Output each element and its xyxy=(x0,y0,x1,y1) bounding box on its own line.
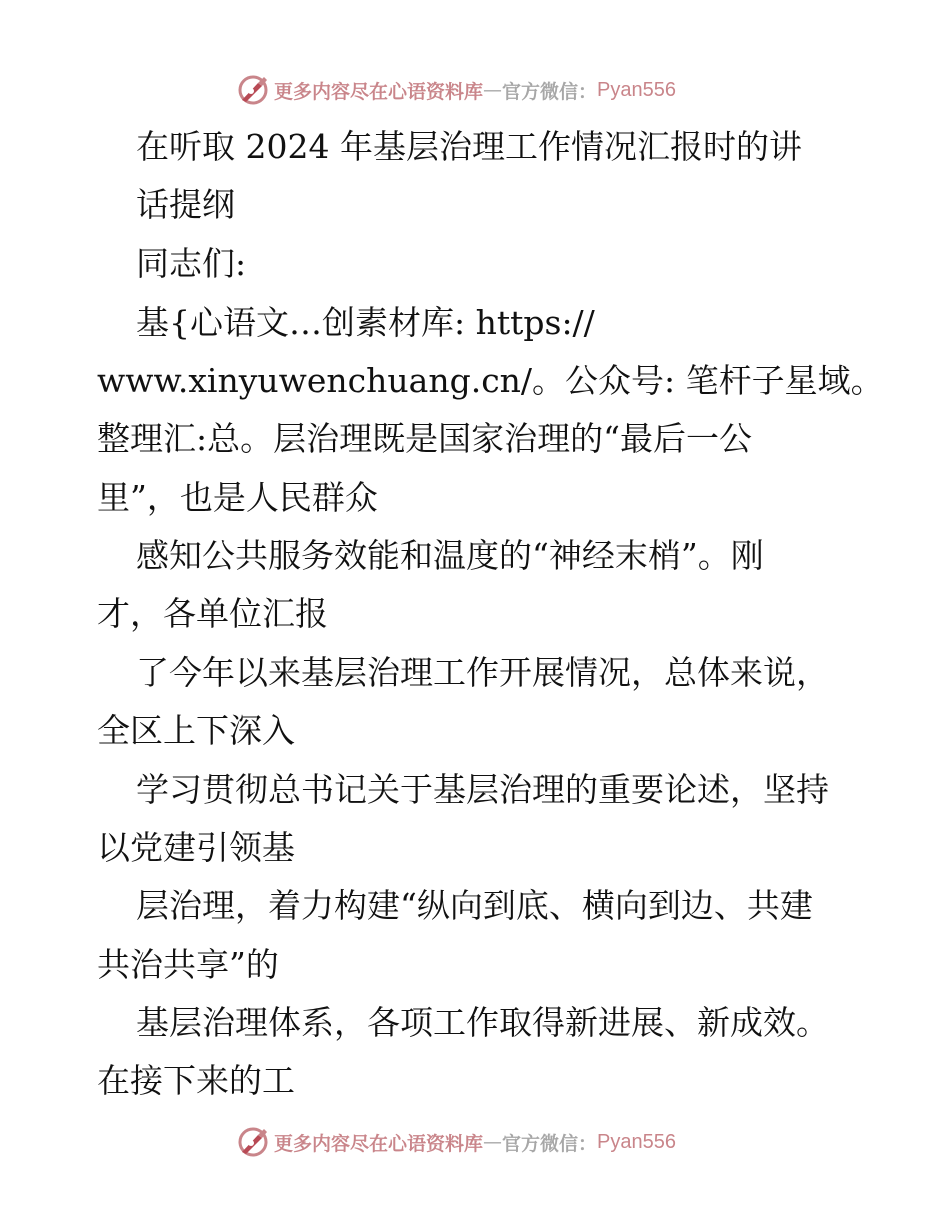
text-line: 基层治理体系，各项工作取得新进展、新成效。 xyxy=(136,1003,829,1042)
text-line: 共治共享”的 xyxy=(97,945,279,984)
banner-wechat-id: Pyan556 xyxy=(597,1130,676,1153)
banner-wechat-label: 官方微信： xyxy=(502,80,598,103)
text-line: 在接下来的工 xyxy=(97,1061,295,1100)
title-line-1: 在听取 2024 年基层治理工作情况汇报时的讲 xyxy=(136,127,802,166)
pen-logo-icon xyxy=(236,1125,270,1159)
banner-dash: — xyxy=(483,79,503,101)
text-line: 学习贯彻总书记关于基层治理的重要论述，坚持 xyxy=(136,770,829,809)
footer-banner xyxy=(0,1122,950,1162)
text-line: 全区上下深入 xyxy=(97,711,295,750)
text-line: www.xinyuwenchuang.cn/。公众号: 笔杆子星域。 xyxy=(97,361,884,400)
salutation: 同志们: xyxy=(136,244,247,283)
banner-slogan: 更多内容尽在心语资料库 xyxy=(274,1132,484,1155)
text-line: 感知公共服务效能和温度的“神经末梢”。刚 xyxy=(136,536,764,575)
text-line: 基{心语文…创素材库: https:// xyxy=(136,303,595,342)
title-line-2: 话提纲 xyxy=(136,185,235,224)
text-line: 整理汇:总。层治理既是国家治理的“最后一公 xyxy=(97,419,752,458)
text-line: 才，各单位汇报 xyxy=(97,594,328,633)
pen-logo-icon xyxy=(236,73,270,107)
text-line: 以党建引领基 xyxy=(97,828,295,867)
banner-dash: — xyxy=(483,1131,503,1153)
banner-wechat-id: Pyan556 xyxy=(597,78,676,101)
text-line: 层治理，着力构建“纵向到底、横向到边、共建 xyxy=(136,886,813,925)
text-line: 了今年以来基层治理工作开展情况，总体来说， xyxy=(136,653,829,692)
text-line: 里”，也是人民群众 xyxy=(97,478,378,517)
banner-wechat-label: 官方微信： xyxy=(502,1132,598,1155)
header-banner xyxy=(0,70,950,110)
banner-slogan: 更多内容尽在心语资料库 xyxy=(274,80,484,103)
